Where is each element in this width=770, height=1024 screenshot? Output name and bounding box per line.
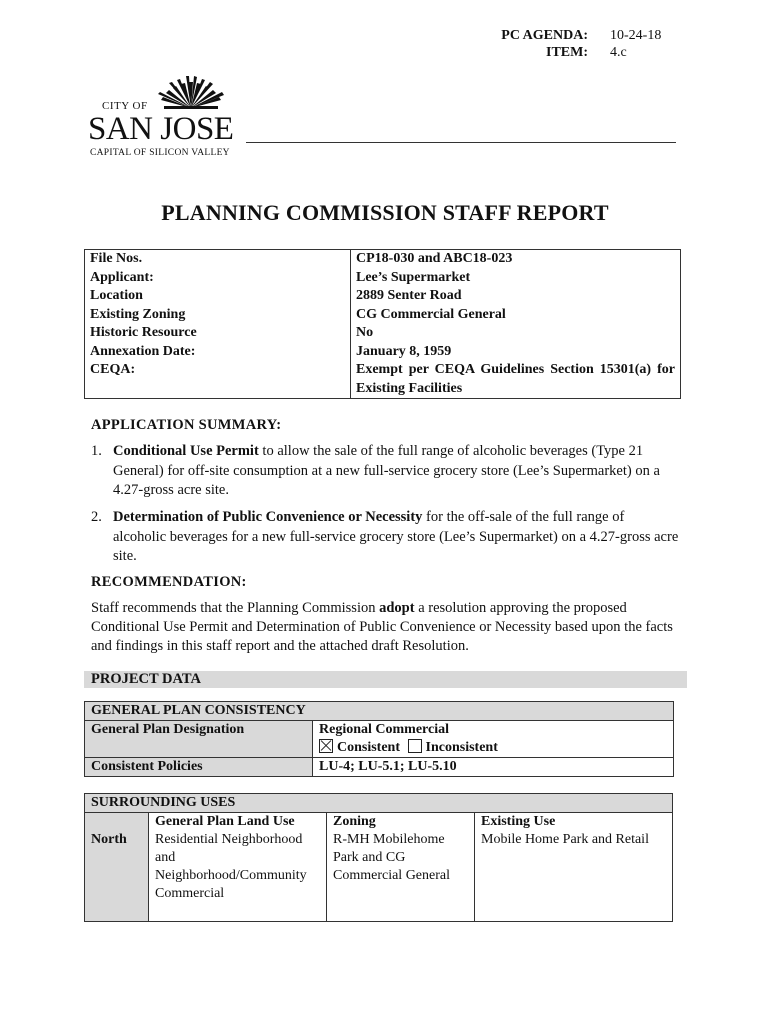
- existing-use-cell: Mobile Home Park and Retail: [475, 831, 673, 921]
- table-row: [85, 831, 673, 921]
- info-key: Location: [85, 287, 351, 306]
- info-value: 2889 Senter Road: [356, 288, 462, 303]
- summary-item-text: to allow the sale of the full range of alcoholic beverages (Type 21 General) for off-site consumption at a new full-service grocery store (Lee’s Supermarket) on a 4.27-gross acre site.: [113, 443, 660, 498]
- designation-value: Regional Commercial: [319, 722, 449, 737]
- summary-item-title: Determination of Public Convenience or Necessity: [113, 509, 423, 525]
- table-row: [85, 324, 681, 343]
- application-summary-heading: APPLICATION SUMMARY:: [91, 417, 282, 433]
- designation-label: General Plan Designation: [85, 721, 313, 758]
- item-label: ITEM:: [546, 45, 588, 60]
- recommendation-post: a resolution approving the proposed Conditional Use Permit and Determination of Public Convenience or Necessity based upon the facts and findings in this staff report and the attached draft Resolution.: [91, 600, 673, 654]
- summary-item-title: Conditional Use Permit: [113, 443, 259, 459]
- info-key: CEQA:: [85, 361, 351, 399]
- info-value: CG Commercial General: [356, 306, 506, 322]
- table-row: [85, 250, 681, 269]
- info-key: Historic Resource: [85, 324, 351, 343]
- item-number: 4.c: [610, 45, 627, 60]
- summary-item-number: 1.: [91, 443, 102, 459]
- recommendation-heading: RECOMMENDATION:: [91, 574, 247, 590]
- info-key: Applicant:: [85, 269, 351, 288]
- column-header: Existing Use: [475, 813, 673, 832]
- table-row: [85, 306, 681, 325]
- pc-agenda-date: 10-24-18: [610, 28, 662, 43]
- surrounding-uses-heading: SURROUNDING USES: [85, 794, 673, 813]
- table-row: [85, 287, 681, 306]
- summary-item-number: 2.: [91, 509, 102, 525]
- surrounding-corner: [85, 813, 149, 832]
- inconsistent-checkbox[interactable]: [408, 739, 422, 753]
- file-info-table: [84, 249, 681, 399]
- recommendation-pre: Staff recommends that the Planning Commission: [91, 600, 380, 616]
- table-row: [85, 343, 681, 362]
- header-divider: [246, 142, 676, 143]
- summary-item-1: [91, 442, 681, 501]
- policies-value: LU-4; LU-5.1; LU-5.10: [313, 758, 674, 777]
- general-plan-table: [84, 701, 674, 777]
- table-row: [85, 269, 681, 288]
- inconsistent-label: Inconsistent: [425, 740, 498, 755]
- consistency-checks: [319, 739, 667, 757]
- logo-tagline: CAPITAL OF SILICON VALLEY: [90, 148, 230, 158]
- info-value: CP18-030 and ABC18-023: [356, 251, 513, 266]
- report-title: PLANNING COMMISSION STAFF REPORT: [161, 200, 609, 225]
- land-use-cell: Residential Neighborhood and Neighborhood/Community Commercial: [149, 831, 327, 921]
- city-logo: [88, 74, 238, 160]
- info-value: Lee’s Supermarket: [356, 269, 471, 285]
- agenda-header: [500, 27, 700, 61]
- info-key: Annexation Date:: [85, 343, 351, 362]
- summary-item-text: for the off-sale of the full range of alcoholic beverages for a new full-service grocery store (Lee’s Supermarket) on a 4.27-gross acre site.: [113, 509, 679, 564]
- direction-label: North: [85, 831, 149, 921]
- pc-agenda-label: PC AGENDA:: [501, 28, 588, 43]
- info-key: File Nos.: [85, 250, 351, 269]
- sunburst-icon: [146, 74, 236, 110]
- general-plan-heading: GENERAL PLAN CONSISTENCY: [85, 702, 674, 721]
- table-row: [85, 361, 681, 399]
- logo-name: SAN JOSE: [88, 111, 234, 147]
- consistent-label: Consistent: [337, 740, 401, 755]
- logo-city-of: CITY OF: [102, 100, 148, 112]
- surrounding-uses-table: [84, 793, 673, 922]
- zoning-cell: R-MH Mobilehome Park and CG Commercial General: [327, 831, 475, 921]
- recommendation-text: [91, 599, 681, 656]
- info-value: No: [356, 325, 374, 340]
- column-header: Zoning: [327, 813, 475, 832]
- project-data-bar: [84, 671, 687, 688]
- info-value: Exempt per CEQA Guidelines Section 15301(a) for Existing Facilities: [356, 362, 675, 396]
- summary-item-2: [91, 508, 681, 567]
- project-data-heading: PROJECT DATA: [91, 671, 201, 687]
- info-value: January 8, 1959: [356, 343, 452, 359]
- info-key: Existing Zoning: [85, 306, 351, 325]
- recommendation-action: adopt: [379, 600, 415, 616]
- policies-label: Consistent Policies: [85, 758, 313, 777]
- column-header: General Plan Land Use: [149, 813, 327, 832]
- consistent-checkbox[interactable]: [319, 739, 333, 753]
- designation-cell: [313, 721, 674, 758]
